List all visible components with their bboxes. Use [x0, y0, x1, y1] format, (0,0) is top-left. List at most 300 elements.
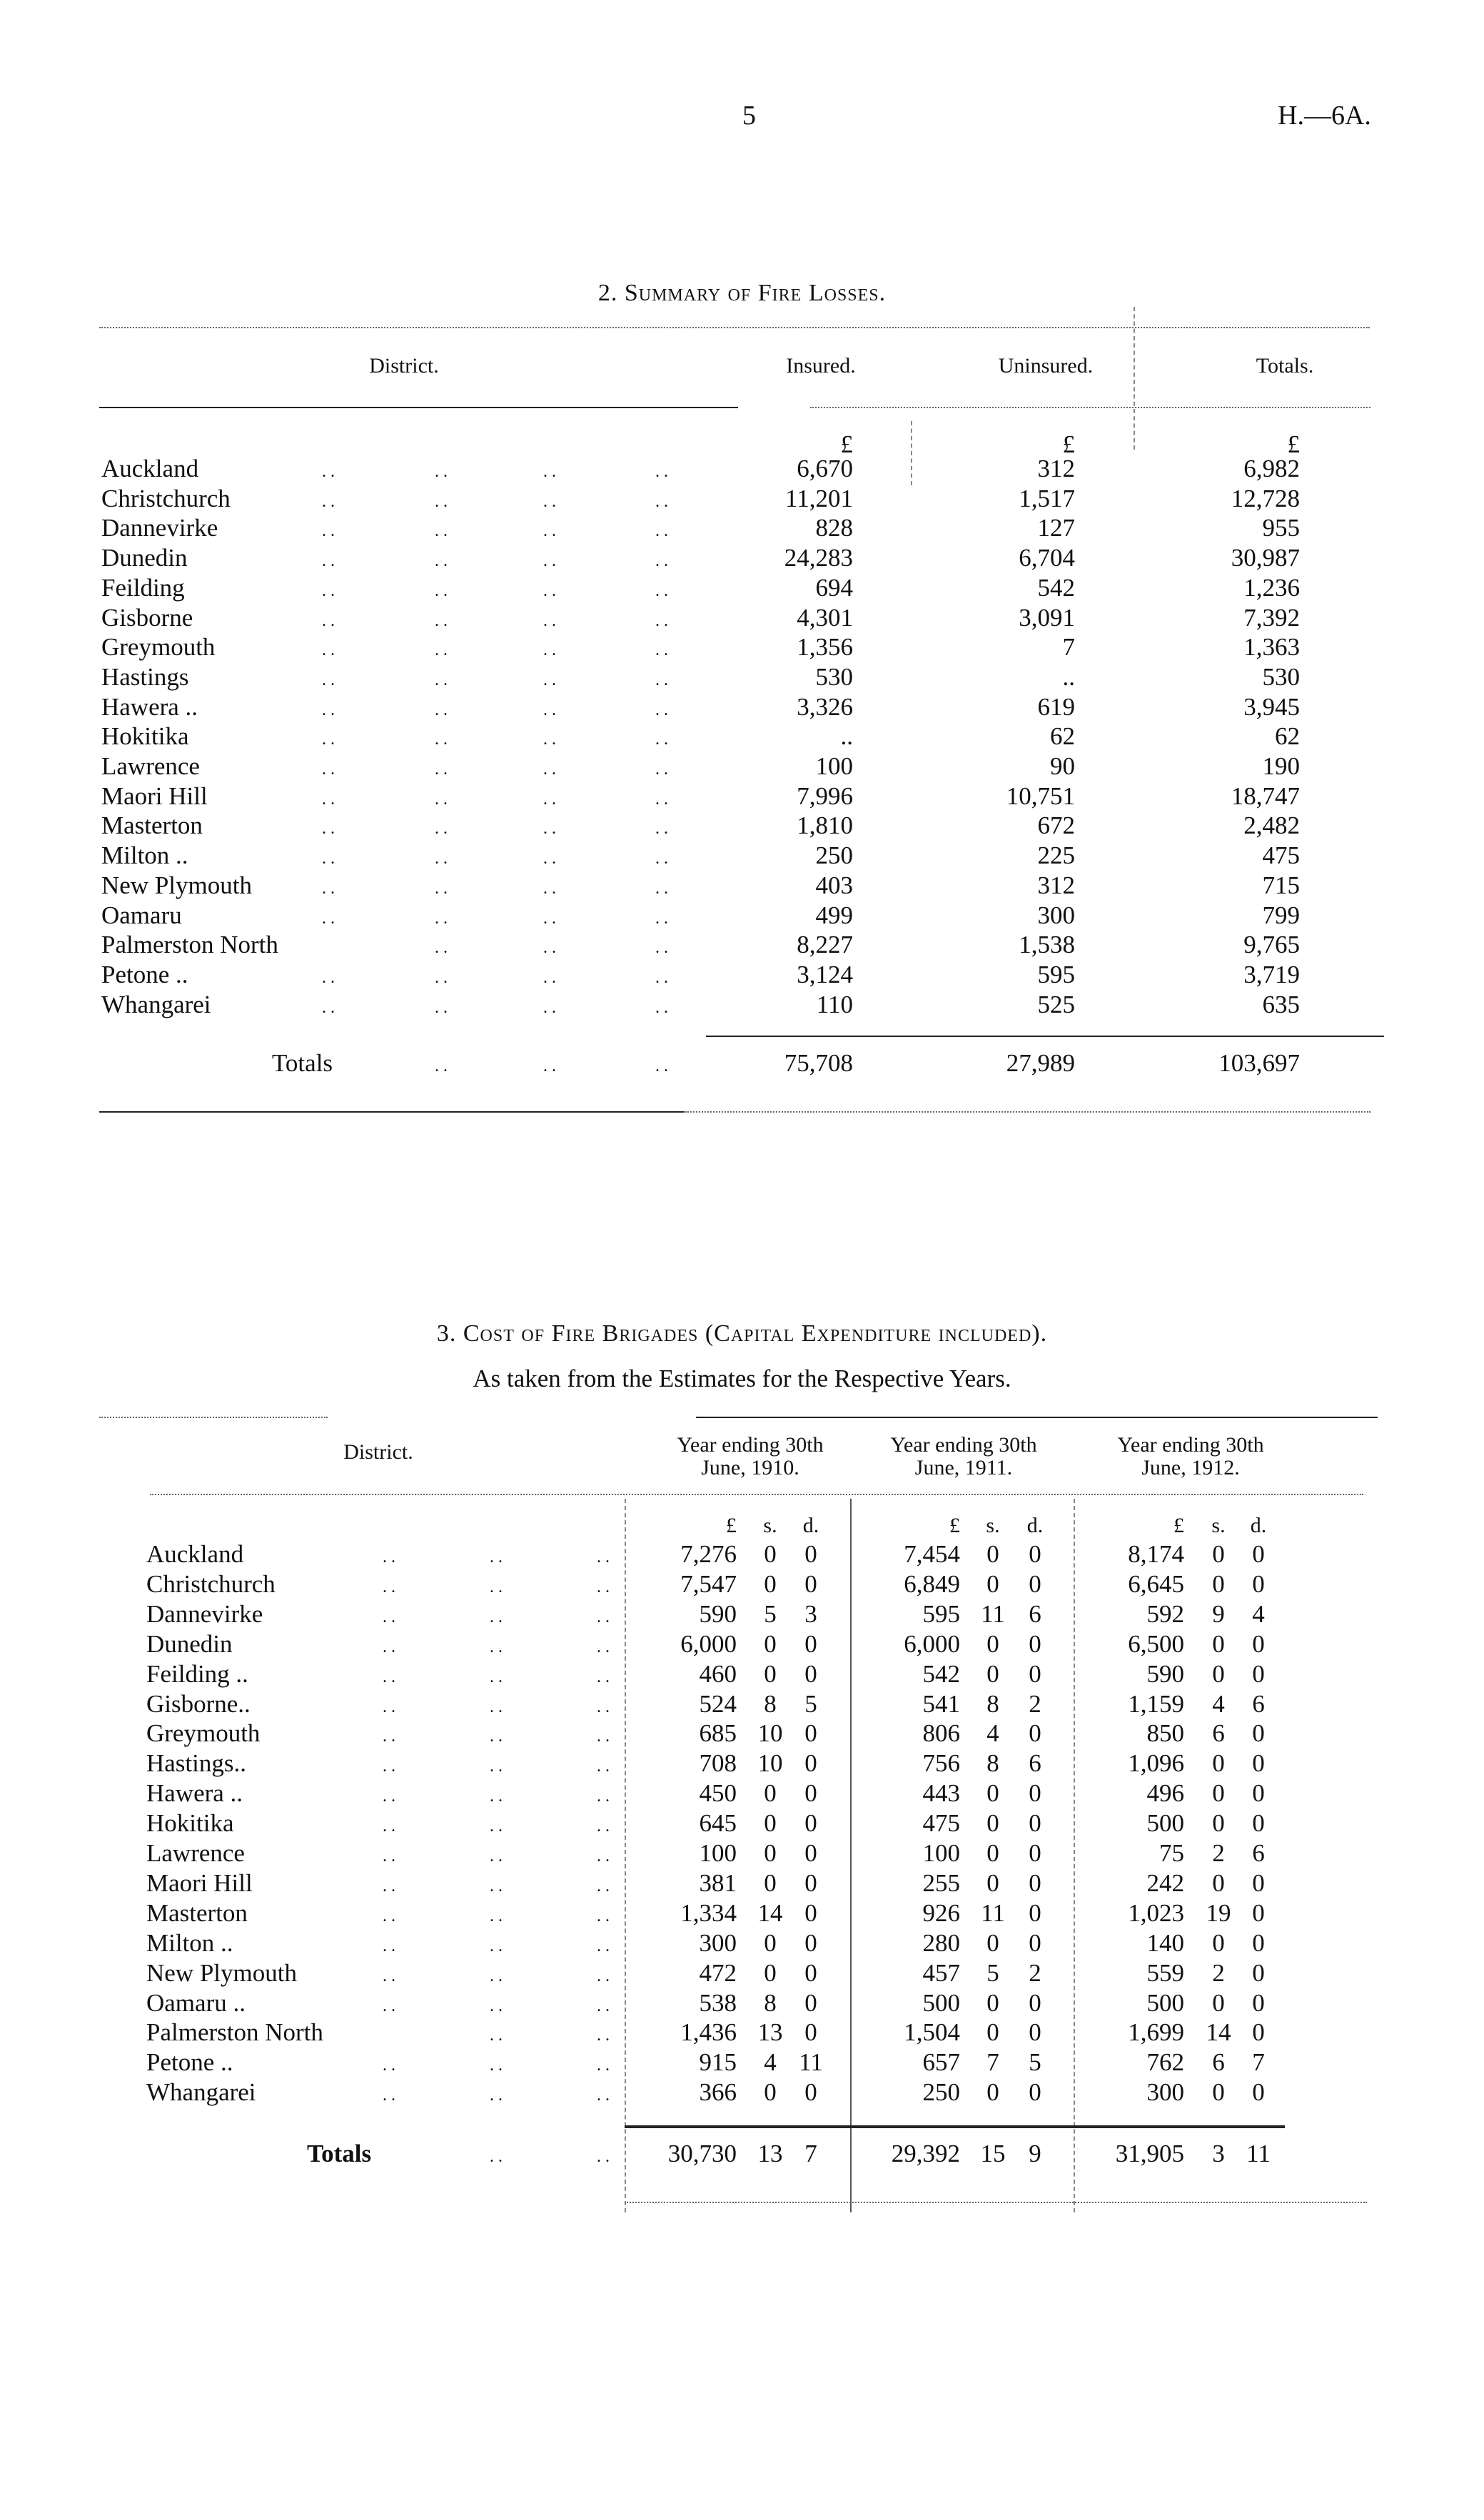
district-name: Palmerston North: [101, 931, 278, 959]
currency-unit: £: [840, 430, 853, 458]
insured-value: 694: [815, 573, 853, 602]
pounds-value: 100: [922, 1839, 960, 1867]
district-name: Masterton: [101, 811, 203, 840]
shillings-value: 4: [1212, 1689, 1225, 1718]
totals-value: 1,363: [1243, 633, 1300, 662]
column-header-year: June, 1910.: [701, 1456, 799, 1479]
shillings-value: 6: [1212, 1719, 1225, 1748]
table-title: 3. Cost of Fire Brigades (Capital Expenditure included).: [436, 1320, 1048, 1347]
column-header-district: District.: [369, 354, 439, 378]
leader-dots: . .: [597, 1757, 610, 1776]
uninsured-value: 312: [1037, 871, 1075, 899]
totals-value: 190: [1262, 752, 1300, 780]
district-name: Lawrence: [101, 752, 200, 780]
leader-dots: . .: [597, 1906, 610, 1926]
shillings-value: 0: [764, 1868, 777, 1897]
pence-value: 0: [804, 1749, 817, 1778]
district-name: Feilding ..: [146, 1659, 248, 1688]
pence-value: 0: [1029, 1868, 1041, 1897]
leader-dots: . .: [383, 1847, 395, 1866]
pounds-value: 1,159: [1128, 1689, 1184, 1718]
pence-value: 6: [1029, 1749, 1041, 1778]
district-name: Gisborne: [101, 603, 193, 632]
district-name: Lawrence: [146, 1839, 245, 1867]
leader-dots: . .: [490, 1787, 503, 1806]
pence-value: 0: [1252, 1629, 1265, 1658]
pence-value: 0: [1252, 1719, 1265, 1748]
leader-dots: . .: [597, 1607, 610, 1626]
pounds-value: 657: [922, 2048, 960, 2077]
leader-dots: . .: [543, 730, 556, 749]
leader-dots: . .: [383, 1548, 395, 1567]
pence-value: 9: [1029, 2140, 1041, 2167]
totals-value: 3,945: [1243, 692, 1300, 721]
leader-dots: . .: [655, 819, 668, 839]
pence-value: 0: [1029, 1988, 1041, 2017]
leader-dots: . .: [543, 909, 556, 928]
pence-value: 0: [804, 2078, 817, 2107]
leader-dots: . .: [490, 1906, 503, 1926]
shillings-value: 0: [1212, 2078, 1225, 2107]
district-name: Dannevirke: [146, 1599, 263, 1628]
shillings-value: 0: [986, 1659, 999, 1688]
totals-value: 799: [1262, 901, 1300, 929]
leader-dots: . .: [597, 2026, 610, 2045]
pounds-value: 300: [699, 1928, 737, 1957]
leader-dots: . .: [597, 1996, 610, 2015]
uninsured-value: 542: [1037, 573, 1075, 602]
shillings-value: 8: [764, 1689, 777, 1718]
pounds-value: 1,436: [680, 2018, 737, 2047]
pounds-value: 915: [699, 2048, 737, 2077]
uninsured-value: ..: [1062, 662, 1075, 691]
insured-value: 3,326: [797, 692, 853, 721]
leader-dots: . .: [597, 1577, 610, 1596]
leader-dots: . .: [655, 670, 668, 689]
leader-dots: . .: [383, 1667, 395, 1686]
leader-dots: . .: [655, 462, 668, 481]
shillings-value: 0: [1212, 1749, 1225, 1778]
pounds-value: 524: [699, 1689, 737, 1718]
leader-dots: . .: [383, 1577, 395, 1596]
shillings-value: 0: [1212, 1629, 1225, 1658]
leader-dots: . .: [383, 1697, 395, 1716]
shillings-value: 0: [986, 1809, 999, 1838]
leader-dots: . .: [383, 1996, 395, 2015]
leader-dots: . .: [322, 760, 335, 779]
shillings-value: 0: [986, 1569, 999, 1598]
leader-dots: . .: [435, 670, 448, 689]
leader-dots: . .: [543, 819, 556, 839]
district-name: New Plymouth: [146, 1958, 297, 1987]
leader-dots: . .: [655, 760, 668, 779]
district-name: Maori Hill: [146, 1868, 253, 1897]
leader-dots: . .: [597, 1787, 610, 1806]
shillings-value: 8: [764, 1988, 777, 2017]
shillings-value: 10: [757, 1749, 783, 1778]
leader-dots: . .: [435, 641, 448, 660]
shillings-value: 0: [1212, 1809, 1225, 1838]
leader-dots: . .: [543, 581, 556, 600]
shillings-value: 9: [1212, 1599, 1225, 1628]
shillings-value: 8: [986, 1689, 999, 1718]
pounds-value: 541: [922, 1689, 960, 1718]
pence-value: 5: [804, 1689, 817, 1718]
leader-dots: . .: [435, 492, 448, 511]
district-name: Hawera ..: [146, 1779, 243, 1808]
pounds-value: 366: [699, 2078, 737, 2107]
leader-dots: . .: [597, 1667, 610, 1686]
leader-dots: . .: [322, 968, 335, 987]
leader-dots: . .: [490, 1548, 503, 1567]
pounds-value: 559: [1146, 1958, 1184, 1987]
leader-dots: . .: [490, 1876, 503, 1896]
shillings-value: 0: [1212, 1659, 1225, 1688]
leader-dots: . .: [435, 462, 448, 481]
unit-pounds: £: [1173, 1514, 1184, 1537]
leader-dots: . .: [435, 522, 448, 541]
leader-dots: . .: [543, 849, 556, 869]
pence-value: 0: [1029, 1719, 1041, 1748]
uninsured-value: 300: [1037, 901, 1075, 929]
shillings-value: 7: [986, 2048, 999, 2077]
leader-dots: . .: [597, 1637, 610, 1656]
leader-dots: . .: [383, 1876, 395, 1896]
shillings-value: 0: [764, 1839, 777, 1867]
shillings-value: 0: [1212, 1988, 1225, 2017]
leader-dots: . .: [322, 492, 335, 511]
pounds-value: 538: [699, 1988, 737, 2017]
pence-value: 0: [1252, 1988, 1265, 2017]
pounds-value: 30,730: [667, 2140, 737, 2167]
shillings-value: 0: [986, 1629, 999, 1658]
pounds-value: 1,699: [1128, 2018, 1184, 2047]
pounds-value: 300: [1146, 2078, 1184, 2107]
pounds-value: 31,905: [1115, 2140, 1184, 2167]
pounds-value: 7,547: [680, 1569, 737, 1598]
uninsured-value: 1,517: [1019, 484, 1075, 512]
leader-dots: . .: [597, 1817, 610, 1836]
district-name: Oamaru: [101, 901, 182, 929]
leader-dots: . .: [655, 611, 668, 630]
pounds-value: 6,000: [904, 1629, 960, 1658]
district-name: Milton ..: [101, 841, 188, 870]
pence-value: 0: [804, 1809, 817, 1838]
totals-value: 6,982: [1243, 455, 1300, 482]
column-header-year: Year ending 30th: [1117, 1433, 1264, 1457]
district-name: Greymouth: [101, 633, 216, 662]
pence-value: 6: [1029, 1599, 1041, 1628]
leader-dots: . .: [435, 700, 448, 719]
district-name: New Plymouth: [101, 871, 252, 899]
district-name: Palmerston North: [146, 2018, 323, 2047]
leader-dots: . .: [435, 789, 448, 809]
shillings-value: 0: [986, 1988, 999, 2017]
pence-value: 0: [1252, 1569, 1265, 1598]
uninsured-value: 10,751: [1006, 781, 1075, 810]
shillings-value: 0: [764, 1779, 777, 1808]
shillings-value: 13: [757, 2018, 783, 2047]
shillings-value: 5: [986, 1958, 999, 1987]
district-name: Petone ..: [101, 960, 188, 988]
insured-value: 3,124: [797, 960, 853, 988]
uninsured-value: 90: [1050, 752, 1075, 780]
leader-dots: . .: [597, 1548, 610, 1567]
divider: [99, 1417, 328, 1418]
pounds-value: 280: [922, 1928, 960, 1957]
shillings-value: 0: [764, 1629, 777, 1658]
district-name: Gisborne..: [146, 1689, 251, 1718]
leader-dots: . .: [435, 938, 448, 958]
shillings-value: 0: [764, 1659, 777, 1688]
pence-value: 0: [1252, 1749, 1265, 1778]
pence-value: 2: [1029, 1689, 1041, 1718]
pence-value: 11: [799, 2048, 823, 2077]
totals-value: 7,392: [1243, 603, 1300, 632]
insured-value: 8,227: [797, 931, 853, 959]
pounds-value: 29,392: [891, 2140, 960, 2167]
leader-dots: . .: [597, 1966, 610, 1985]
shillings-value: 8: [986, 1749, 999, 1778]
shillings-value: 11: [981, 1898, 1005, 1927]
leader-dots: . .: [322, 611, 335, 630]
totals-label: Totals: [307, 2140, 372, 2167]
leader-dots: . .: [490, 2026, 503, 2045]
pence-value: 0: [1252, 2078, 1265, 2107]
pounds-value: 1,334: [680, 1898, 737, 1927]
district-name: Whangarei: [146, 2078, 256, 2107]
unit-pence: d.: [1026, 1514, 1044, 1537]
insured-value: ..: [840, 722, 853, 751]
pounds-value: 100: [699, 1839, 737, 1867]
column-header-insured: Insured.: [786, 354, 856, 378]
pence-value: 0: [804, 1569, 817, 1598]
insured-value: 499: [815, 901, 853, 929]
column-header-year: Year ending 30th: [677, 1433, 824, 1457]
totals-value: 475: [1262, 841, 1300, 870]
leader-dots: . .: [490, 2086, 503, 2105]
leader-dots: . .: [435, 819, 448, 839]
insured-value: 1,810: [797, 811, 853, 840]
district-name: Greymouth: [146, 1719, 261, 1748]
pounds-value: 850: [1146, 1719, 1184, 1748]
pence-value: 0: [1029, 1629, 1041, 1658]
insured-value: 24,283: [784, 544, 853, 572]
leader-dots: . .: [655, 730, 668, 749]
pence-value: 0: [1252, 1779, 1265, 1808]
uninsured-value: 312: [1037, 455, 1075, 482]
insured-value: 1,356: [797, 633, 853, 662]
leader-dots: . .: [543, 462, 556, 481]
shillings-value: 0: [986, 1839, 999, 1867]
leader-dots: . .: [383, 1787, 395, 1806]
leader-dots: . .: [655, 879, 668, 898]
district-name: Feilding: [101, 573, 185, 602]
leader-dots: . .: [490, 1817, 503, 1836]
shillings-value: 0: [986, 1540, 999, 1568]
uninsured-value: 62: [1050, 722, 1075, 751]
leader-dots: . .: [655, 641, 668, 660]
uninsured-value: 525: [1037, 990, 1075, 1018]
document-reference: H.—6A.: [1278, 101, 1371, 131]
pounds-value: 1,504: [904, 2018, 960, 2047]
pounds-value: 592: [1146, 1599, 1184, 1628]
pounds-value: 590: [699, 1599, 737, 1628]
leader-dots: . .: [597, 1727, 610, 1746]
column-header-totals: Totals.: [1256, 354, 1314, 378]
column-header-district: District.: [343, 1440, 413, 1464]
pence-value: 4: [1252, 1599, 1265, 1628]
pounds-value: 542: [922, 1659, 960, 1688]
unit-pence: d.: [1250, 1514, 1267, 1537]
grand-total: 103,697: [1218, 1049, 1300, 1077]
leader-dots: . .: [543, 492, 556, 511]
district-name: Milton ..: [146, 1928, 233, 1957]
leader-dots: . .: [655, 938, 668, 958]
shillings-value: 15: [980, 2140, 1006, 2167]
pounds-value: 1,096: [1128, 1749, 1184, 1778]
pounds-value: 6,849: [904, 1569, 960, 1598]
pence-value: 0: [1029, 1898, 1041, 1927]
leader-dots: . .: [597, 2147, 610, 2166]
district-name: Hawera ..: [101, 692, 198, 721]
pounds-value: 806: [922, 1719, 960, 1748]
leader-dots: . .: [383, 1637, 395, 1656]
leader-dots: . .: [435, 849, 448, 869]
pence-value: 0: [804, 1659, 817, 1688]
insured-value: 100: [815, 752, 853, 780]
district-name: Hokitika: [146, 1809, 234, 1838]
leader-dots: . .: [655, 522, 668, 541]
shillings-value: 0: [764, 1540, 777, 1568]
leader-dots: . .: [435, 1057, 448, 1076]
uninsured-value: 7: [1062, 633, 1075, 662]
pence-value: 0: [1029, 1779, 1041, 1808]
district-name: Auckland: [146, 1540, 244, 1568]
leader-dots: . .: [543, 760, 556, 779]
insured-value: 403: [815, 871, 853, 899]
pence-value: 0: [1252, 1659, 1265, 1688]
pounds-value: 6,645: [1128, 1569, 1184, 1598]
leader-dots: . .: [322, 522, 335, 541]
shillings-value: 2: [1212, 1839, 1225, 1867]
leader-dots: . .: [383, 1727, 395, 1746]
shillings-value: 3: [1212, 2140, 1225, 2167]
currency-unit: £: [1062, 430, 1075, 458]
district-name: Christchurch: [101, 484, 231, 512]
pence-value: 11: [1246, 2140, 1271, 2167]
pence-value: 0: [804, 1540, 817, 1568]
insured-value: 828: [815, 514, 853, 542]
pence-value: 0: [804, 1839, 817, 1867]
pounds-value: 6,500: [1128, 1629, 1184, 1658]
pounds-value: 7,454: [904, 1540, 960, 1568]
pence-value: 7: [804, 2140, 817, 2167]
leader-dots: . .: [435, 611, 448, 630]
unit-pence: d.: [802, 1514, 819, 1537]
totals-value: 530: [1262, 662, 1300, 691]
leader-dots: . .: [322, 849, 335, 869]
pence-value: 0: [804, 1898, 817, 1927]
shillings-value: 4: [764, 2048, 777, 2077]
leader-dots: . .: [597, 1936, 610, 1955]
column-header-year: June, 1912.: [1141, 1456, 1240, 1479]
district-name: Dannevirke: [101, 514, 218, 542]
leader-dots: . .: [322, 462, 335, 481]
district-name: Dunedin: [101, 544, 188, 572]
pounds-value: 472: [699, 1958, 737, 1987]
shillings-value: 0: [986, 1868, 999, 1897]
pence-value: 0: [1029, 1809, 1041, 1838]
pence-value: 0: [804, 1958, 817, 1987]
leader-dots: . .: [597, 1876, 610, 1896]
leader-dots: . .: [322, 730, 335, 749]
pence-value: 0: [804, 1629, 817, 1658]
divider: [696, 1417, 1378, 1418]
column-header-uninsured: Uninsured.: [998, 354, 1094, 378]
totals-value: 12,728: [1231, 484, 1300, 512]
pounds-value: 708: [699, 1749, 737, 1778]
unit-shillings: s.: [763, 1514, 777, 1537]
pounds-value: 762: [1146, 2048, 1184, 2077]
leader-dots: . .: [655, 1057, 668, 1076]
leader-dots: . .: [490, 1847, 503, 1866]
leader-dots: . .: [383, 1607, 395, 1626]
pence-value: 2: [1029, 1958, 1041, 1987]
pounds-value: 8,174: [1128, 1540, 1184, 1568]
leader-dots: . .: [543, 700, 556, 719]
leader-dots: . .: [655, 581, 668, 600]
pence-value: 0: [1029, 2018, 1041, 2047]
district-name: Auckland: [101, 455, 199, 482]
totals-value: 3,719: [1243, 960, 1300, 988]
table-subtitle: As taken from the Estimates for the Respective Years.: [473, 1365, 1011, 1392]
totals-value: 30,987: [1231, 544, 1300, 572]
shillings-value: 0: [764, 2078, 777, 2107]
totals-value: 1,236: [1243, 573, 1300, 602]
uninsured-value: 225: [1037, 841, 1075, 870]
leader-dots: . .: [383, 1757, 395, 1776]
leader-dots: . .: [490, 1996, 503, 2015]
pounds-value: 500: [1146, 1988, 1184, 2017]
leader-dots: . .: [435, 760, 448, 779]
pounds-value: 242: [1146, 1868, 1184, 1897]
totals-label: Totals: [272, 1049, 333, 1077]
leader-dots: . .: [543, 998, 556, 1017]
shillings-value: 0: [764, 1958, 777, 1987]
pence-value: 0: [1029, 1569, 1041, 1598]
pence-value: 3: [804, 1599, 817, 1628]
leader-dots: . .: [655, 849, 668, 869]
leader-dots: . .: [383, 1966, 395, 1985]
pence-value: 0: [1029, 1540, 1041, 1568]
leader-dots: . .: [435, 879, 448, 898]
leader-dots: . .: [490, 1727, 503, 1746]
leader-dots: . .: [490, 1697, 503, 1716]
uninsured-value: 672: [1037, 811, 1075, 840]
leader-dots: . .: [383, 1936, 395, 1955]
leader-dots: . .: [543, 879, 556, 898]
pence-value: 0: [804, 1928, 817, 1957]
leader-dots: . .: [490, 1667, 503, 1686]
shillings-value: 5: [764, 1599, 777, 1628]
shillings-value: 11: [981, 1599, 1005, 1628]
shillings-value: 0: [1212, 1779, 1225, 1808]
leader-dots: . .: [322, 670, 335, 689]
divider: [150, 1494, 1363, 1495]
unit-shillings: s.: [1211, 1514, 1226, 1537]
divider: [810, 407, 1371, 408]
